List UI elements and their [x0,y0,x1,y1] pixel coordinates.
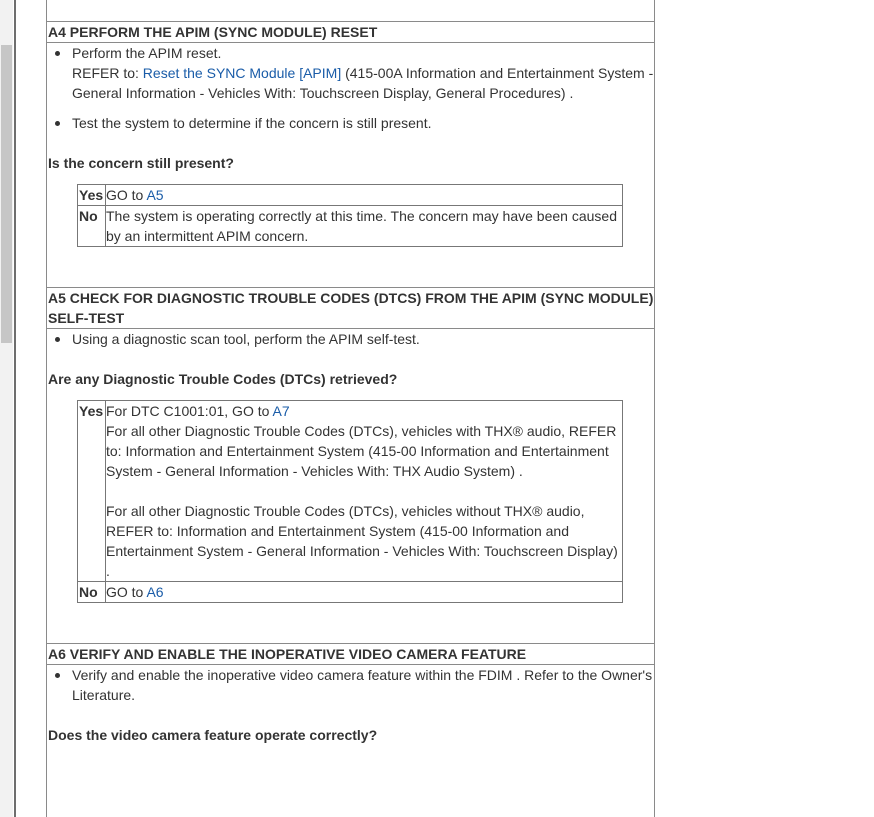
step-a4-body [47,43,654,287]
step-a4-question: Is the concern still present? [48,155,234,171]
step-a4-answer-table [77,184,623,247]
no-label: No [78,206,106,247]
no-answer: The system is operating correctly at this time. The concern may have been caused by an intermittent APIM concern. [106,206,623,247]
step-a6-question: Does the video camera feature operate correctly? [48,727,378,743]
yes-answer: GO to A5 [106,185,623,206]
procedure-document [46,0,655,817]
yes-answer: For DTC C1001:01, GO to A7 For all other Diagnostic Trouble Codes (DTCs), vehicles with THX® audio, REFER to: Information and Entertainment System (415-00 Information and Entertainment System - General Information - Vehicles With: THX Audio System) . For all other Diagnostic Trouble Codes (DTCs), vehicles without THX® audio, REFER to: Information and Entertainment System (415-00 Information and Entertainment System - General Information - Vehicles With: Touchscreen Display) . [106,401,623,582]
list-item: Verify and enable the inoperative video camera feature within the FDIM . Refer to the Owner's Literature. [47,665,654,705]
table-row [78,185,623,206]
touchscreen-instruction: For all other Diagnostic Trouble Codes (DTCs), vehicles without THX® audio, REFER to: Information and Entertainment System (415-00 Information and Entertainment System - General Information - Vehicles With: Touchscreen Display) . [106,503,618,579]
previous-step-tail [47,0,654,21]
panel-edge [14,0,16,817]
list-item: Using a diagnostic scan tool, perform the APIM self-test. [47,329,654,349]
step-a6-body [47,665,654,745]
scrollbar-track[interactable] [0,0,13,817]
table-row [78,401,623,582]
step-a5-heading: A5 CHECK FOR DIAGNOSTIC TROUBLE CODES (DTCS) FROM THE APIM (SYNC MODULE) SELF-TEST [47,287,654,329]
list-item [47,43,654,103]
goto-a5-link[interactable]: A5 [146,187,164,203]
table-row [78,582,623,603]
goto-a6-link[interactable]: A6 [146,584,164,600]
goto-a7-link[interactable]: A7 [272,403,290,419]
reset-sync-module-link[interactable]: Reset the SYNC Module [APIM] [142,65,342,81]
no-answer: GO to A6 [106,582,623,603]
thx-audio-instruction: For all other Diagnostic Trouble Codes (DTCs), vehicles with THX® audio, REFER to: Information and Entertainment System (415-00 Information and Entertainment System - General Information - Vehicles With: THX Audio System) . [106,423,617,479]
step-a5-body [47,329,654,643]
no-label: No [78,582,106,603]
step-a5-question: Are any Diagnostic Trouble Codes (DTCs) retrieved? [48,371,398,387]
refer-suffix: (415-00A Information and Entertainment System - General Information - Vehicles With: Touchscreen Display, General Procedures) . [72,65,654,101]
bullet-text: Perform the APIM reset. [72,45,222,61]
step-a5-answer-table [77,400,623,603]
yes-label: Yes [78,185,106,206]
step-a6-heading: A6 VERIFY AND ENABLE THE INOPERATIVE VIDEO CAMERA FEATURE [47,643,654,665]
yes-label: Yes [78,401,106,582]
list-item: Test the system to determine if the concern is still present. [47,113,654,133]
step-a4-heading: A4 PERFORM THE APIM (SYNC MODULE) RESET [47,21,654,43]
refer-prefix: REFER to: [72,65,143,81]
table-row [78,206,623,247]
scrollbar-thumb[interactable] [1,45,12,343]
